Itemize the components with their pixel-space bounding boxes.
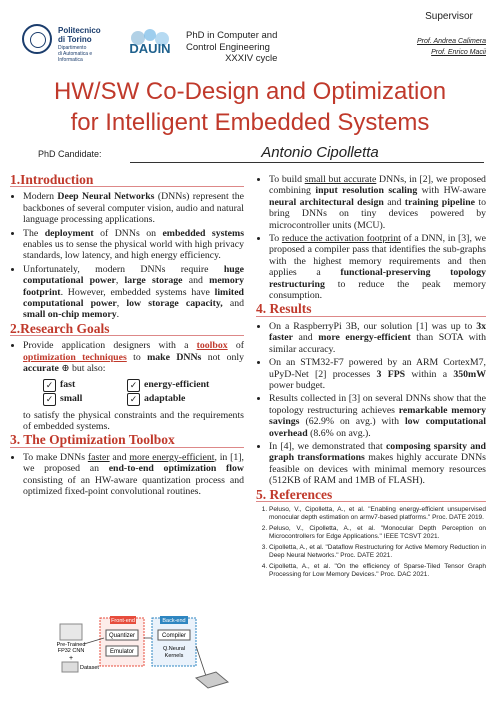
optimization-flow-diagram: [56, 616, 234, 698]
supervisor-2: Prof. Enrico Macii: [431, 49, 486, 56]
candidate-label: PhD Candidate:: [38, 149, 102, 159]
dauin-logo: [124, 26, 176, 62]
left-column: [10, 172, 244, 499]
diagram-plus: +: [68, 655, 74, 662]
dauin-text: DAUIN: [129, 41, 171, 56]
toolbox-list-2: [256, 174, 486, 301]
goal-checklist: [43, 379, 244, 406]
diagram-emulator: Emulator: [109, 649, 135, 655]
list-item: • Results collected in [3] on several DNNs show that the topology restructuring achieves remarkable memory savings (62.9% on avg.) with low computational overhead (8.6% on avg.).: [269, 393, 486, 439]
dataset-icon: [62, 662, 78, 672]
list-item: • On a RaspberryPi 3B, our solution [1] was up to 3x faster and more energy-efficient than SOTA with similar accuracy.: [269, 321, 486, 355]
section-optimization-toolbox: 3. The Optimization Toolbox: [10, 434, 244, 447]
poster-title: [10, 76, 490, 138]
diagram-quantizer: Quantizer: [108, 633, 136, 639]
diagram-input-1: Pre-Trained: [56, 642, 86, 648]
results-list: [256, 321, 486, 487]
reference-item: 4. Cipolletta, A., et al. "On the efficiency of Sparse-Tiled Tensor Graph Processing for Low Memory Devices." Proc. DAC 2021.: [269, 563, 486, 579]
list-item: • To build small but accurate DNNs, in [2], we proposed combining input resolution scaling with HW-aware neural architectural design and training pipeline to bring DNNs on tiny devices powered by microcontroller units (MCU).: [269, 174, 486, 231]
section-references: 5. References: [256, 489, 486, 502]
check-adaptable: ✓ adaptable: [127, 393, 247, 406]
checkbox-icon: ✓: [43, 379, 56, 392]
list-item: • Modern Deep Neural Networks (DNNs) represent the backbones of several computer vision, audio and natural language processing applications.: [23, 191, 244, 225]
toolbox-list-1: [10, 452, 244, 498]
list-item: • In [4], we demonstrated that composing sparsity and graph transformations makes highly accurate DNNs feasible on devices with minimal memory resources (512KB of RAM and 1MB of FLASH).: [269, 441, 486, 487]
supervisor-1: Prof. Andrea Calimera: [417, 38, 486, 45]
list-item: • Provide application designers with a toolbox of optimization techniques to make DNNs not only accurate ⊕ but also: ✓ fast ✓ energy-efficient ✓ small ✓ adaptable to satisfy the physical constraints and the requirements of embedded systems.: [23, 340, 244, 432]
polito-name-1: Politecnico: [58, 26, 101, 35]
list-item: • The deployment of DNNs on embedded systems enables us to sense the physical world with high privacy standards, low latency, and high energy efficiency.: [23, 228, 244, 262]
program-line-1: PhD in Computer and: [186, 30, 278, 41]
diagram-kernels-2: Kernels: [164, 653, 184, 659]
polito-dept-1: Dipartimento: [58, 45, 87, 51]
section-results: 4. Results: [256, 303, 486, 316]
diagram-dataset: Dataset: [80, 665, 99, 671]
diagram-compiler: Compiler: [161, 633, 187, 639]
list-item: • Unfortunately, modern DNNs require huge computational power, large storage and memory footprint. However, embedded systems have limited computational power, low storage capacity, and small on-chip memory.: [23, 264, 244, 321]
cnn-icon: [60, 624, 82, 640]
list-item: • To reduce the activation footprint of a DNN, in [3], we proposed a compiler pass that identifies the sub-graphs with the highest memory requirements and then applies a functional-preserving topology restructuring to reduce the peak memory consumption.: [269, 233, 486, 301]
reference-item: 3. Cipolletta, A., et al. "Dataflow Restructuring for Active Memory Reduction in Deep Neural Networks." Proc. DATE 2021.: [269, 544, 486, 560]
title-line-2: for Intelligent Embedded Systems: [70, 109, 430, 136]
polito-logo: [22, 14, 118, 63]
check-fast: ✓ fast: [43, 379, 117, 392]
supervisor-label: Supervisor: [425, 11, 473, 22]
candidate-name: Antonio Cipolletta: [261, 144, 379, 161]
polito-dept-2: di Automatica e Informatica: [58, 51, 93, 63]
checkbox-icon: ✓: [127, 379, 140, 392]
section-introduction: 1.Introduction: [10, 174, 244, 187]
program-info: [186, 30, 277, 65]
check-energy-efficient: ✓ energy-efficient: [127, 379, 247, 392]
section-research-goals: 2.Research Goals: [10, 323, 244, 336]
polito-name-2: di Torino: [58, 35, 92, 44]
supervisor-block: [384, 11, 486, 58]
goals-list: [10, 340, 244, 432]
reference-item: 1. Peluso, V., Cipolletta, A., et al. "Enabling energy-efficient unsupervised monocular depth estimation on armv7-based platforms." Proc. DATE 2019.: [269, 506, 486, 522]
check-small: ✓ small: [43, 393, 117, 406]
program-cycle: XXXIV cycle: [225, 53, 278, 64]
arrow: [196, 646, 206, 676]
right-column: [256, 174, 486, 582]
diagram-kernels-1: Q.Neural: [162, 646, 186, 652]
frontend-box: [100, 618, 144, 666]
diagram-frontend: Front-end: [111, 618, 135, 624]
polito-seal-icon: [22, 24, 52, 54]
checkbox-icon: ✓: [127, 393, 140, 406]
intro-list: [10, 191, 244, 320]
list-item: • To make DNNs faster and more energy-efficient, in [1], we proposed an end-to-end optimization flow consisting of an HW-aware quantization process and optimized fixed-point convolutional routines.: [23, 452, 244, 498]
diagram-backend: Back-end: [162, 618, 186, 624]
list-item: • On an STM32-F7 powered by an ARM CortexM7, uPyD-Net [2] processes 3 FPS within a 350mW power budget.: [269, 357, 486, 391]
diagram-input-2: FP32 CNN: [57, 648, 85, 654]
program-line-2: Control Engineering: [186, 41, 270, 53]
device-icon: [196, 672, 228, 688]
title-line-1: HW/SW Co-Design and Optimization: [53, 78, 447, 105]
reference-item: 2. Peluso, V., Cipolletta, A., et al. "Monocular Depth Perception on Microcontrollers for Edge Applications." IEEE TCSVT 2021.: [269, 525, 486, 541]
candidate-underline: [130, 162, 484, 163]
checkbox-icon: ✓: [43, 393, 56, 406]
references-list: [256, 506, 486, 579]
